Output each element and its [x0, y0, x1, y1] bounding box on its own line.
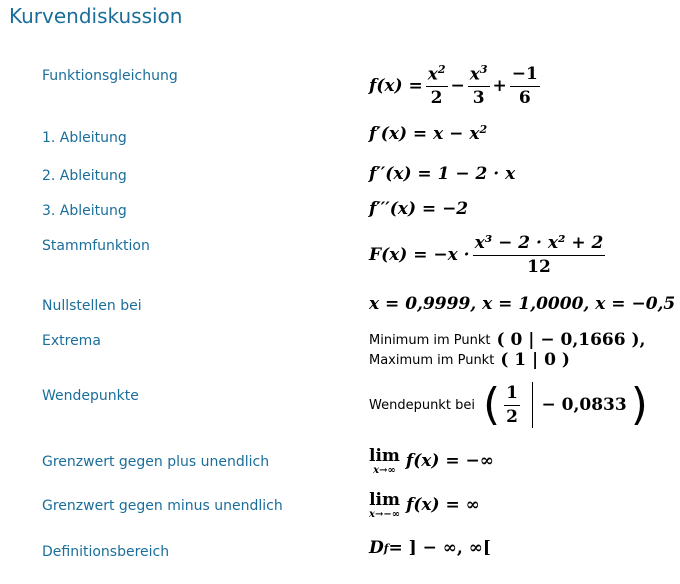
- maximum-point: ( 1 | 0 ): [500, 350, 570, 370]
- label-extrema: Extrema: [42, 333, 101, 349]
- function-equation: [369, 64, 543, 108]
- function-lhs: f(x) =: [369, 76, 423, 97]
- fraction-term2: $\frac{x^3}{3}$: [469, 63, 488, 109]
- third-derivative: f′′′(x) = −2: [369, 199, 469, 219]
- page-title: Kurvendiskussion: [9, 4, 183, 28]
- antiderivative-fraction: $\frac{\text{x³ − 2 · x² + 2}}{12}$: [474, 233, 604, 277]
- operator-plus: +: [492, 76, 507, 97]
- label-ableitung-3: 3. Ableitung: [42, 203, 127, 219]
- label-nullstellen: Nullstellen bei: [42, 298, 142, 314]
- zeros: x = 0,9999, x = 1,0000, x = −0,5: [369, 294, 676, 314]
- maximum-text: Maximum im Punkt: [369, 352, 495, 368]
- operator-minus: −: [450, 76, 465, 97]
- antiderivative: F(x) = −x · $\frac{\text{x³ − 2 · x² + 2}}{12}$: [369, 233, 604, 277]
- minimum-text: Minimum im Punkt: [369, 332, 491, 348]
- fraction-term1: $\frac{x^2}{2}$: [427, 63, 446, 109]
- label-ableitung-2: 2. Ableitung: [42, 168, 127, 184]
- inflection-x-fraction: $\frac{1}{2}$: [506, 382, 518, 427]
- minimum-point: ( 0 | − 0,1666 ),: [496, 330, 646, 350]
- second-derivative: f′′(x) = 1 − 2 · x: [369, 164, 516, 184]
- label-stammfunktion: Stammfunktion: [42, 238, 150, 254]
- label-grenzwert-minus: Grenzwert gegen minus unendlich: [42, 498, 283, 514]
- inflection-text: Wendepunkt bei: [369, 397, 475, 413]
- label-grenzwert-plus: Grenzwert gegen plus unendlich: [42, 454, 270, 470]
- limit-plus-infinity: lim x→∞ f(x) = −∞: [369, 446, 494, 476]
- first-derivative: f′(x) = x − x $^2$: [369, 122, 488, 144]
- extrema-values: [369, 330, 645, 370]
- domain: D f = ] − ∞, ∞[: [369, 538, 491, 558]
- label-definitionsbereich: Definitionsbereich: [42, 544, 170, 560]
- label-funktionsgleichung: Funktionsgleichung: [42, 68, 178, 84]
- label-ableitung-1: 1. Ableitung: [42, 130, 127, 146]
- fraction-term3: $\frac{-1}{6}$: [511, 63, 538, 108]
- inflection-point: Wendepunkt bei ( $\frac{1}{2}$ − 0,0833 ): [369, 379, 648, 430]
- inflection-y: − 0,0833: [541, 395, 627, 415]
- limit-minus-infinity: lim x→−∞ f(x) = ∞: [369, 490, 480, 520]
- label-wendepunkte: Wendepunkte: [42, 388, 139, 404]
